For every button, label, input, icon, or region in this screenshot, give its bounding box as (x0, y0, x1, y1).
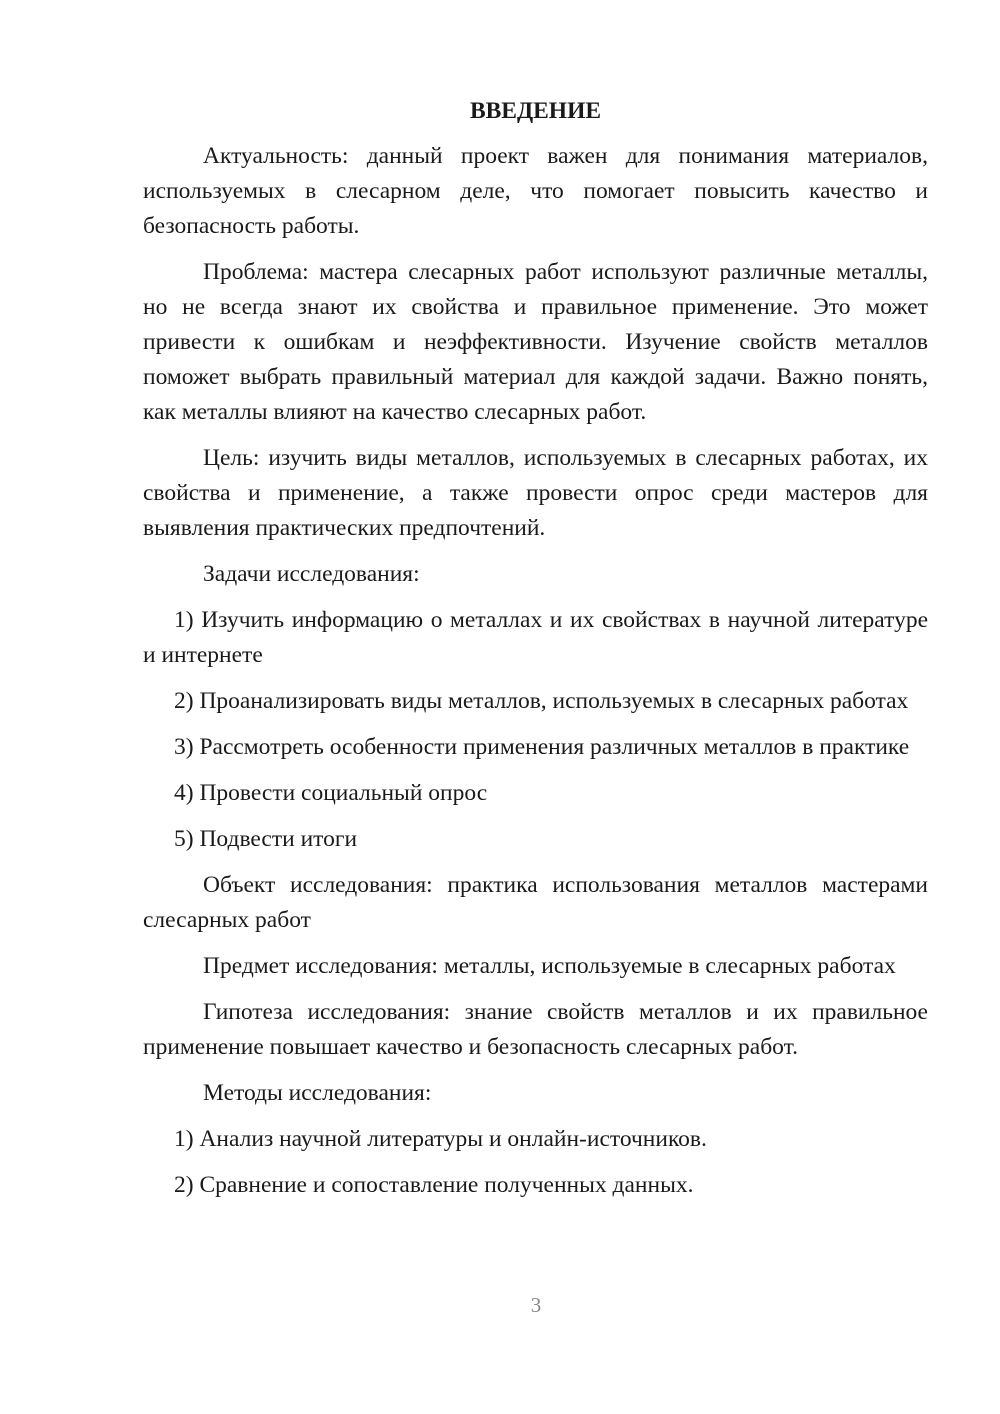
method-item: 2) Сравнение и сопоставление полученных данных. (174, 1172, 694, 1198)
page-content (143, 94, 928, 1214)
method-item: 1) Анализ научной литературы и онлайн-источников. (174, 1126, 707, 1152)
section-title: ВВЕДЕНИЕ (469, 98, 602, 124)
methods-heading: Методы исследования: (203, 1080, 432, 1106)
task-item: 3) Рассмотреть особенности применения различных металлов в практике (174, 734, 910, 760)
task-item: 1) Изучить информацию о металлах и их свойствах в научной литературе и интернете (143, 607, 928, 668)
problem-paragraph: Проблема: мастера слесарных работ используют различные металлы, но не всегда знают их свойства и правильное применение. Это может привести к ошибкам и неэффективности. Изучение свойств металлов поможет выбрать правильный материал для каждой задачи. Важно понять, как металлы влияют на качество слесарных работ. (143, 259, 928, 425)
hypothesis-paragraph: Гипотеза исследования: знание свойств металлов и их правильное применение повышает качество и безопасность слесарных работ. (143, 999, 928, 1060)
goal-paragraph: Цель: изучить виды металлов, используемых в слесарных работах, их свойства и применение, а также провести опрос среди мастеров для выявления практических предпочтений. (143, 445, 928, 541)
tasks-heading: Задачи исследования: (203, 561, 420, 587)
task-item: 2) Проанализировать виды металлов, используемых в слесарных работах (174, 688, 909, 714)
task-item: 5) Подвести итоги (174, 826, 358, 852)
relevance-paragraph: Актуальность: данный проект важен для понимания материалов, используемых в слесарном деле, что помогает повысить качество и безопасность работы. (143, 143, 928, 239)
object-paragraph: Объект исследования: практика использования металлов мастерами слесарных работ (143, 872, 928, 933)
subject-paragraph: Предмет исследования: металлы, используемые в слесарных работах (203, 953, 896, 979)
page-number: 3 (530, 1293, 542, 1317)
task-item: 4) Провести социальный опрос (174, 780, 488, 806)
